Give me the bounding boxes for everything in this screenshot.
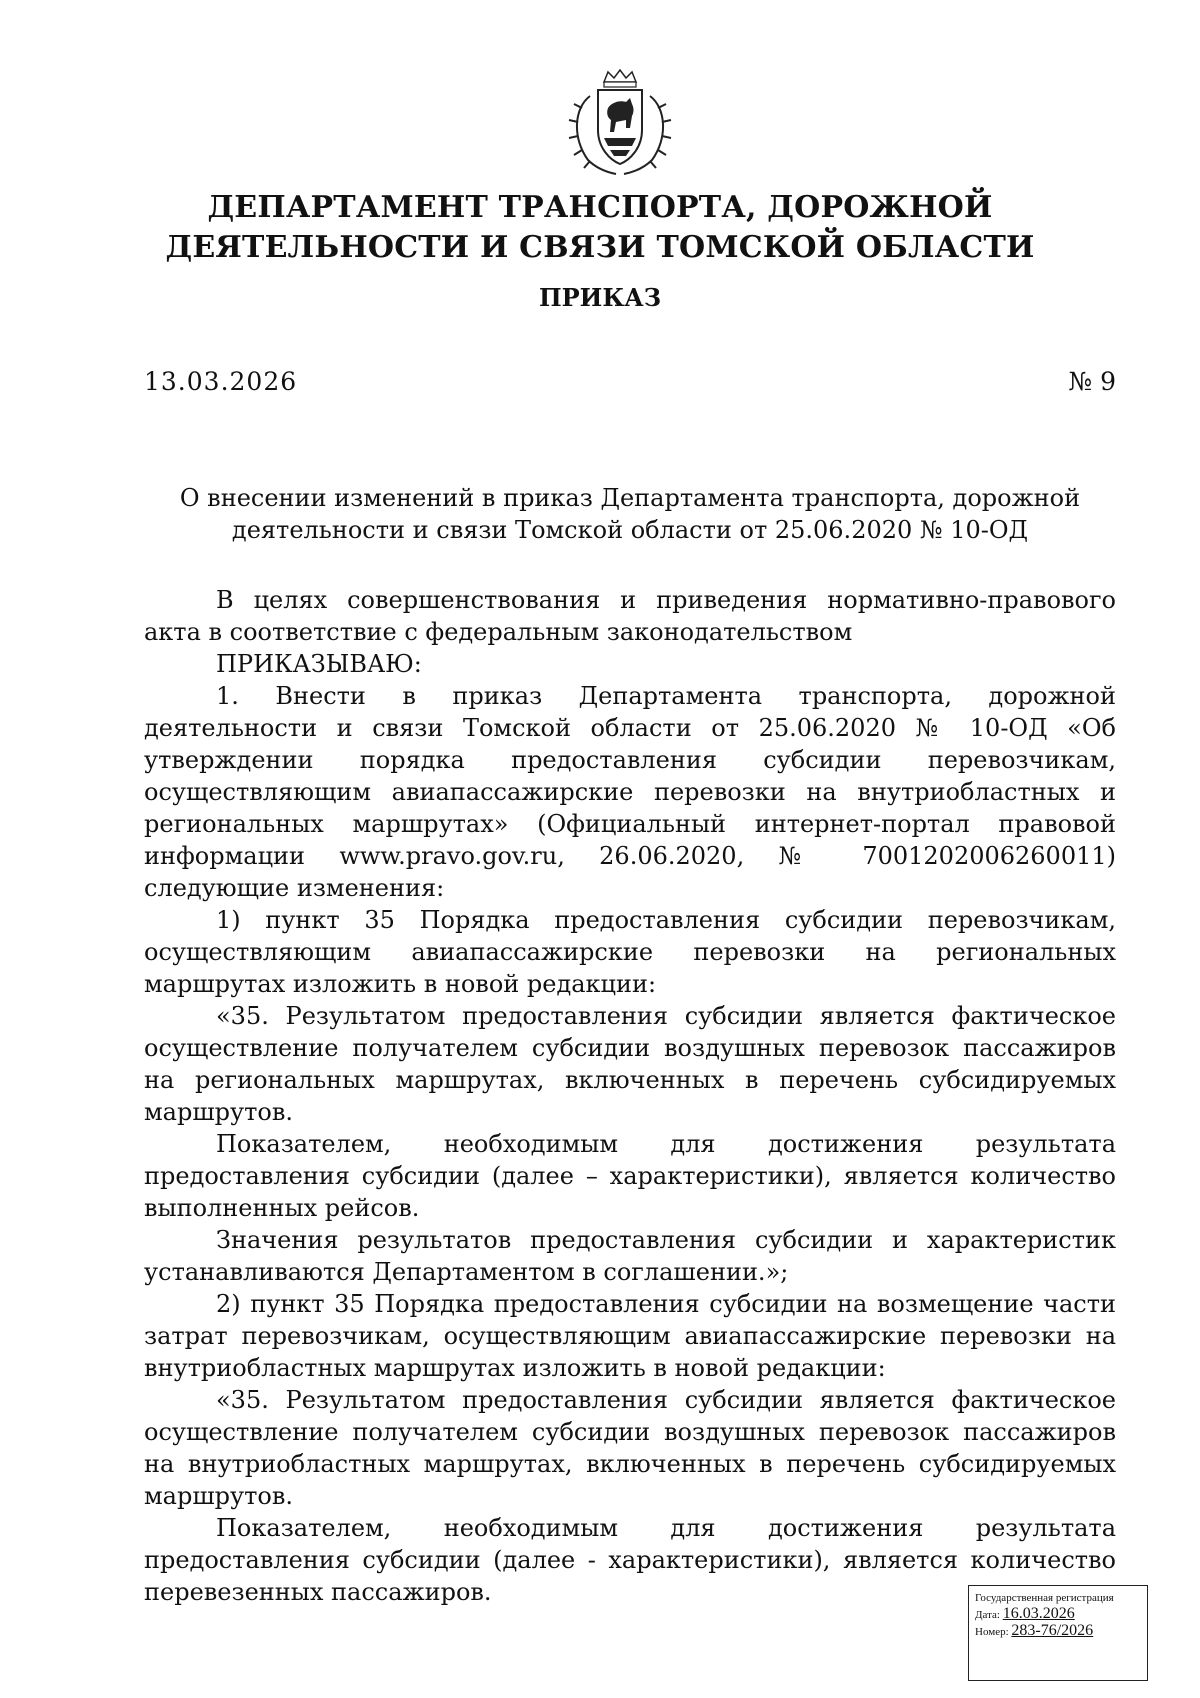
paragraph: Значения результатов предоставления субсидии и характеристик устанавливаются Департаментом в соглашении.»; (144, 1226, 1116, 1286)
registration-number: 283-76/2026 (1011, 1622, 1094, 1639)
paragraph: «35. Результатом предоставления субсидии является фактическое осуществление получателем субсидии воздушных перевозок пассажиров на региональных маршрутах, включенных в перечень субсидируемых маршрутов. (144, 1002, 1116, 1126)
document-body (144, 584, 1116, 1608)
registration-stamp (968, 1585, 1148, 1681)
paragraph: Показателем, необходимым для достижения результата предоставления субсидии (далее - характеристики), является количество перевезенных пассажиров. (144, 1514, 1116, 1606)
paragraph: ПРИКАЗЫВАЮ: (216, 650, 422, 678)
paragraph: 1) пункт 35 Порядка предоставления субсидии перевозчикам, осуществляющим авиапассажирские перевозки на региональных маршрутах изложить в новой редакции: (144, 906, 1116, 998)
paragraph: Показателем, необходимым для достижения результата предоставления субсидии (далее – характеристики), является количество выполненных рейсов. (144, 1130, 1116, 1222)
document-type: ПРИКАЗ (538, 283, 662, 312)
document-subject: О внесении изменений в приказ Департамента транспорта, дорожной деятельности и связи Томской области от 25.06.2020 № 10-ОД (179, 484, 1081, 544)
tomsk-oblast-coat-of-arms-icon (560, 68, 680, 176)
registration-number-label: Номер: (975, 1626, 1009, 1638)
paragraph: 1. Внести в приказ Департамента транспорта, дорожной деятельности и связи Томской области от 25.06.2020 № 10-ОД «Об утверждении порядка предоставления субсидии перевозчикам, осуществляющим авиапассажирские перевозки на внутриобластных и региональных маршрутах» (Официальный интернет-портал правовой информации www.pravo.gov.ru, 26.06.2020, № 7001202006260011) следующие изменения: (144, 682, 1116, 902)
department-name: ДЕПАРТАМЕНТ ТРАНСПОРТА, ДОРОЖНОЙ ДЕЯТЕЛЬНОСТИ И СВЯЗИ ТОМСКОЙ ОБЛАСТИ (165, 190, 1035, 265)
registration-title: Государственная регистрация (975, 1592, 1114, 1604)
document-number: № 9 (1068, 367, 1116, 396)
paragraph: В целях совершенствования и приведения нормативно-правового акта в соответствие с федеральным законодательством (144, 586, 1116, 646)
registration-date: 16.03.2026 (1002, 1605, 1075, 1622)
document-date: 13.03.2026 (144, 367, 298, 396)
paragraph: 2) пункт 35 Порядка предоставления субсидии на возмещение части затрат перевозчикам, осуществляющим авиапассажирские перевозки на внутриобластных маршрутах изложить в новой редакции: (144, 1290, 1116, 1382)
paragraph: «35. Результатом предоставления субсидии является фактическое осуществление получателем субсидии воздушных перевозок пассажиров на внутриобластных маршрутах, включенных в перечень субсидируемых маршрутов. (144, 1386, 1116, 1510)
registration-date-label: Дата: (975, 1609, 1000, 1621)
